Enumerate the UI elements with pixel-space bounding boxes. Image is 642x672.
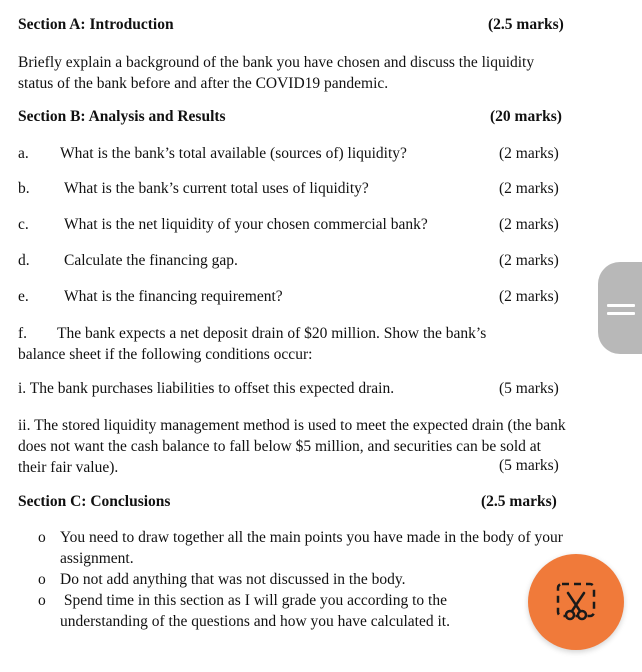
question-f-text: The bank expects a net deposit drain of $20 million. Show the bank’s balance sheet if the following conditions occur:	[18, 325, 487, 363]
sub-i-marks: (5 marks)	[499, 380, 559, 397]
section-b-title: Section B: Analysis and Results	[18, 108, 226, 125]
question-d-label: d.	[18, 252, 30, 269]
question-b-text: What is the bank’s current total uses of liquidity?	[64, 180, 369, 197]
list-item	[38, 569, 568, 590]
question-a-text: What is the bank’s total available (sources of) liquidity?	[60, 145, 407, 162]
question-a-label: a.	[18, 145, 29, 162]
question-e-text: What is the financing requirement?	[64, 288, 283, 305]
sub-ii-marks: (5 marks)	[499, 457, 559, 474]
question-d-marks: (2 marks)	[499, 252, 559, 269]
question-c-label: c.	[18, 216, 29, 233]
section-a-marks: (2.5 marks)	[488, 16, 564, 33]
question-c-text: What is the net liquidity of your chosen commercial bank?	[64, 216, 428, 233]
bullet-glyph: o	[38, 592, 46, 609]
list-item	[38, 590, 568, 632]
question-a-marks: (2 marks)	[499, 145, 559, 162]
scissors-selection-icon	[554, 580, 598, 624]
bullet-text: Do not add anything that was not discussed in the body.	[60, 571, 406, 588]
question-f-label: f.	[18, 325, 28, 342]
question-b-marks: (2 marks)	[499, 180, 559, 197]
sub-i-text: i. The bank purchases liabilities to offset this expected drain.	[18, 380, 395, 397]
section-b-marks: (20 marks)	[490, 108, 562, 125]
question-c-marks: (2 marks)	[499, 216, 559, 233]
bullet-glyph: o	[38, 529, 46, 546]
sub-ii-text: ii. The stored liquidity management method is used to meet the expected drain (the bank does not want the cash balance to fall below $5 million, and securities can be sold at their fair value).	[18, 417, 566, 476]
side-drag-handle[interactable]	[598, 262, 642, 354]
section-a-body: Briefly explain a background of the bank you have chosen and discuss the liquidity status of the bank before and after the COVID19 pandemic.	[18, 54, 535, 92]
bullet-text: You need to draw together all the main points you have made in the body of your assignment.	[60, 529, 563, 567]
screenshot-crop-button[interactable]	[528, 554, 624, 650]
question-b-label: b.	[18, 180, 30, 197]
section-c-title: Section C: Conclusions	[18, 493, 171, 510]
question-f	[18, 323, 528, 365]
section-c-marks: (2.5 marks)	[481, 493, 557, 510]
list-item	[38, 527, 568, 569]
question-e-label: e.	[18, 288, 29, 305]
question-e-marks: (2 marks)	[499, 288, 559, 305]
conclusion-bullet-list	[38, 527, 568, 632]
bullet-glyph: o	[38, 571, 46, 588]
bullet-text: Spend time in this section as I will grade you according to the understanding of the questions and how you have calculated it.	[60, 592, 451, 630]
section-a-title: Section A: Introduction	[18, 16, 174, 33]
question-d-text: Calculate the financing gap.	[64, 252, 238, 269]
